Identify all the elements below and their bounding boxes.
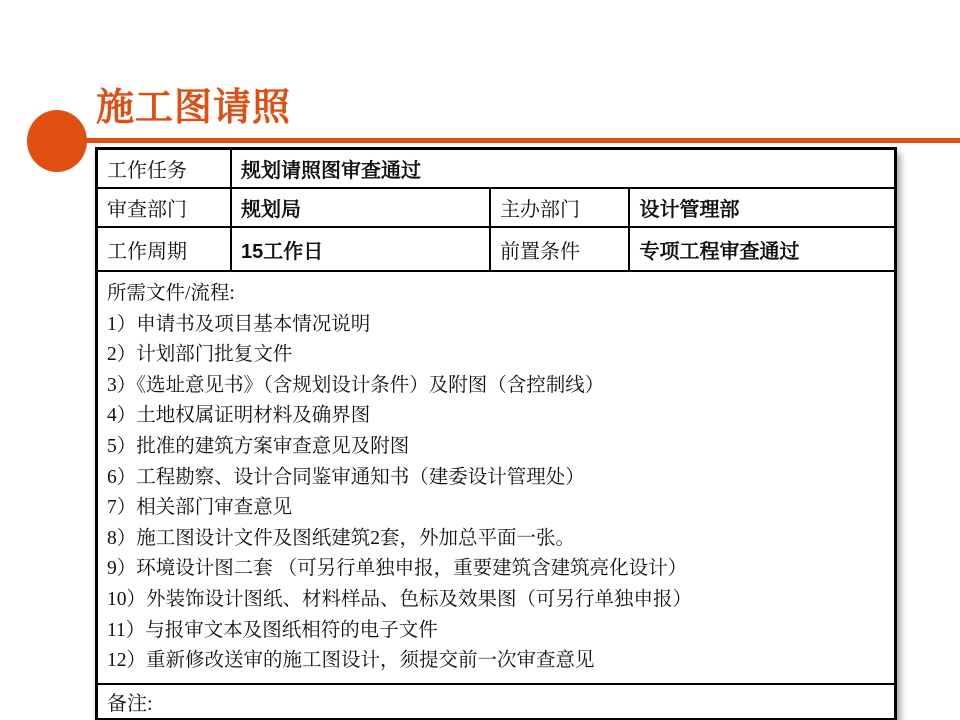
documents-heading: 所需文件/流程: (107, 283, 235, 304)
value-precondition: 专项工程审查通过 (629, 227, 895, 271)
document-line: 8）施工图设计文件及图纸建筑2套，外加总平面一张。 (107, 527, 576, 549)
document-line: 10）外装饰设计图纸、材料样品、色标及效果图（可另行单独申报） (107, 588, 693, 610)
document-line: 9）环境设计图二套 （可另行单独申报，重要建筑含建筑亮化设计） (107, 558, 688, 580)
label-precondition: 前置条件 (490, 227, 630, 271)
table-row-departments (97, 188, 896, 227)
documents-list (107, 310, 884, 677)
value-work-cycle: 15工作日 (231, 227, 490, 271)
document-line: 12）重新修改送审的施工图设计，须提交前一次审查意见 (107, 650, 595, 672)
value-work-task: 规划请照图审查通过 (231, 149, 896, 189)
document-line: 6）工程勘察、设计合同鉴审通知书（建委设计管理处） (107, 466, 585, 488)
title-underline (44, 138, 960, 143)
label-host-department: 主办部门 (490, 188, 630, 227)
table-row-documents (97, 271, 896, 684)
note-label: 备注: (97, 684, 896, 720)
accent-circle (27, 110, 87, 172)
document-line: 3）《选址意见书》（含规划设计条件）及附图（含控制线） (107, 374, 605, 396)
document-line: 5）批准的建筑方案审查意见及附图 (107, 435, 410, 457)
process-table (95, 147, 897, 720)
documents-cell (97, 271, 896, 684)
label-work-task: 工作任务 (97, 149, 232, 189)
page-title: 施工图请照 (96, 87, 292, 129)
document-line: 4）土地权属证明材料及确界图 (107, 405, 371, 427)
document-line: 7）相关部门审查意见 (107, 497, 293, 519)
label-review-department: 审查部门 (97, 188, 232, 227)
value-host-department: 设计管理部 (629, 188, 895, 227)
document-line: 11）与报审文本及图纸相符的电子文件 (107, 619, 438, 641)
document-line: 1）申请书及项目基本情况说明 (107, 313, 371, 335)
table-row-cycle (97, 227, 896, 271)
table-row-work-task (97, 149, 896, 189)
label-work-cycle: 工作周期 (97, 227, 232, 271)
value-review-department: 规划局 (231, 188, 490, 227)
table-row-note (97, 684, 896, 720)
document-line: 2）计划部门批复文件 (107, 344, 293, 366)
